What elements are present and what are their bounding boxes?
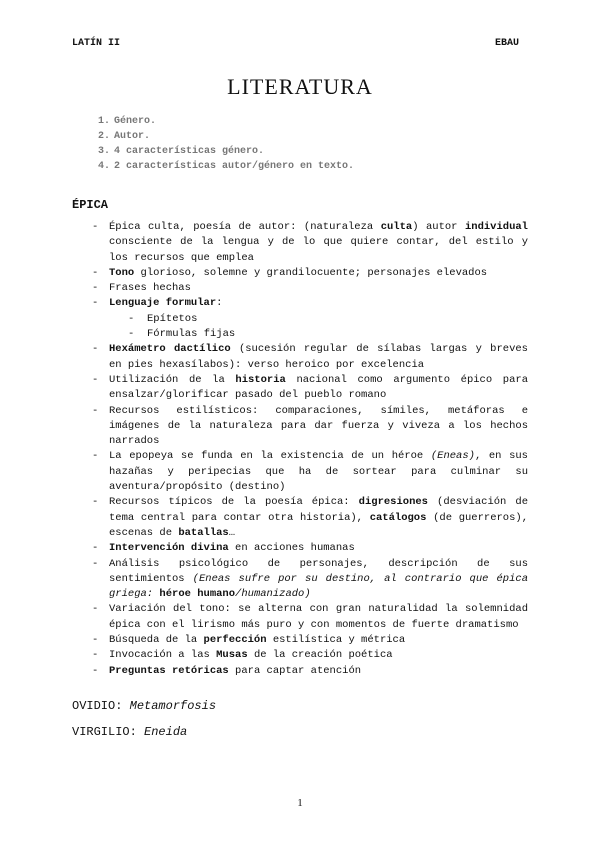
author-virgilio: VIRGILIO: Eneida — [72, 725, 188, 739]
page-number: 1 — [297, 797, 303, 809]
list-item: - Intervención divina en acciones humanas — [92, 542, 355, 555]
header-subject: LATÍN II — [72, 38, 121, 49]
section-heading-epica: ÉPICA — [72, 198, 109, 212]
list-item: - Lenguaje formular: - Epítetos - Fórmulas fijas — [92, 296, 528, 342]
list-item: - Preguntas retóricas para captar atención — [92, 664, 362, 677]
list-item: - La epopeya se funda en la existencia de un héroe (Eneas), en sus hazañas y peripecias que ha de sortear para culminar su aventura/propósito (destino) — [92, 450, 528, 494]
index-list — [90, 114, 354, 174]
index-item: 3. 4 características género. — [97, 146, 265, 157]
header-exam: EBAU — [495, 38, 520, 49]
epica-features-list — [92, 220, 528, 679]
sublist — [109, 312, 528, 343]
list-item: - Variación del tono: se alterna con gran naturalidad la solemnidad épica con el lirismo más puro y con momentos de fuerte dramatismo — [92, 603, 528, 631]
index-item: 4. 2 características autor/género en texto. — [97, 161, 355, 172]
list-item: - Épica culta, poesía de autor: (naturaleza culta) autor individual consciente de la lengua y de lo que quiere contar, del estilo y los recursos que emplea — [92, 221, 528, 264]
list-item: - Utilización de la historia nacional como argumento épico para ensalzar/glorificar pasado del pueblo romano — [92, 373, 528, 402]
sublist-item: - Fórmulas fijas — [128, 328, 236, 341]
list-item: - Recursos estilísticos: comparaciones, símiles, metáforas e imágenes de la naturaleza para dar fuerza y viveza a los hechos narrados — [92, 404, 528, 448]
list-item: - Invocación a las Musas de la creación poética — [92, 649, 393, 662]
index-item: 2. Autor. — [97, 131, 151, 142]
list-item: - Análisis psicológico de personajes, descripción de sus sentimientos (Eneas sufre por su destino, al contrario que épica griega: héroe humano/humanizado) — [92, 557, 528, 601]
list-item: - Hexámetro dactílico (sucesión regular de sílabas largas y breves en pies hexasílabos): verso heroico por excelencia — [92, 343, 528, 371]
sublist-item: - Epítetos — [128, 312, 198, 325]
author-ovidio: OVIDIO: Metamorfosis — [72, 699, 217, 713]
index-item: 1. Género. — [97, 116, 157, 127]
list-item: - Recursos típicos de la poesía épica: digresiones (desviación de tema central para contar otra historia), catálogos (de guerreros), escenas de batallas… — [92, 496, 529, 539]
list-item: - Búsqueda de la perfección estilística y métrica — [92, 634, 406, 647]
list-item: - Tono glorioso, solemne y grandilocuente; personajes elevados — [92, 266, 488, 279]
list-item: - Frases hechas — [92, 282, 191, 295]
page-title: LITERATURA — [227, 74, 373, 99]
